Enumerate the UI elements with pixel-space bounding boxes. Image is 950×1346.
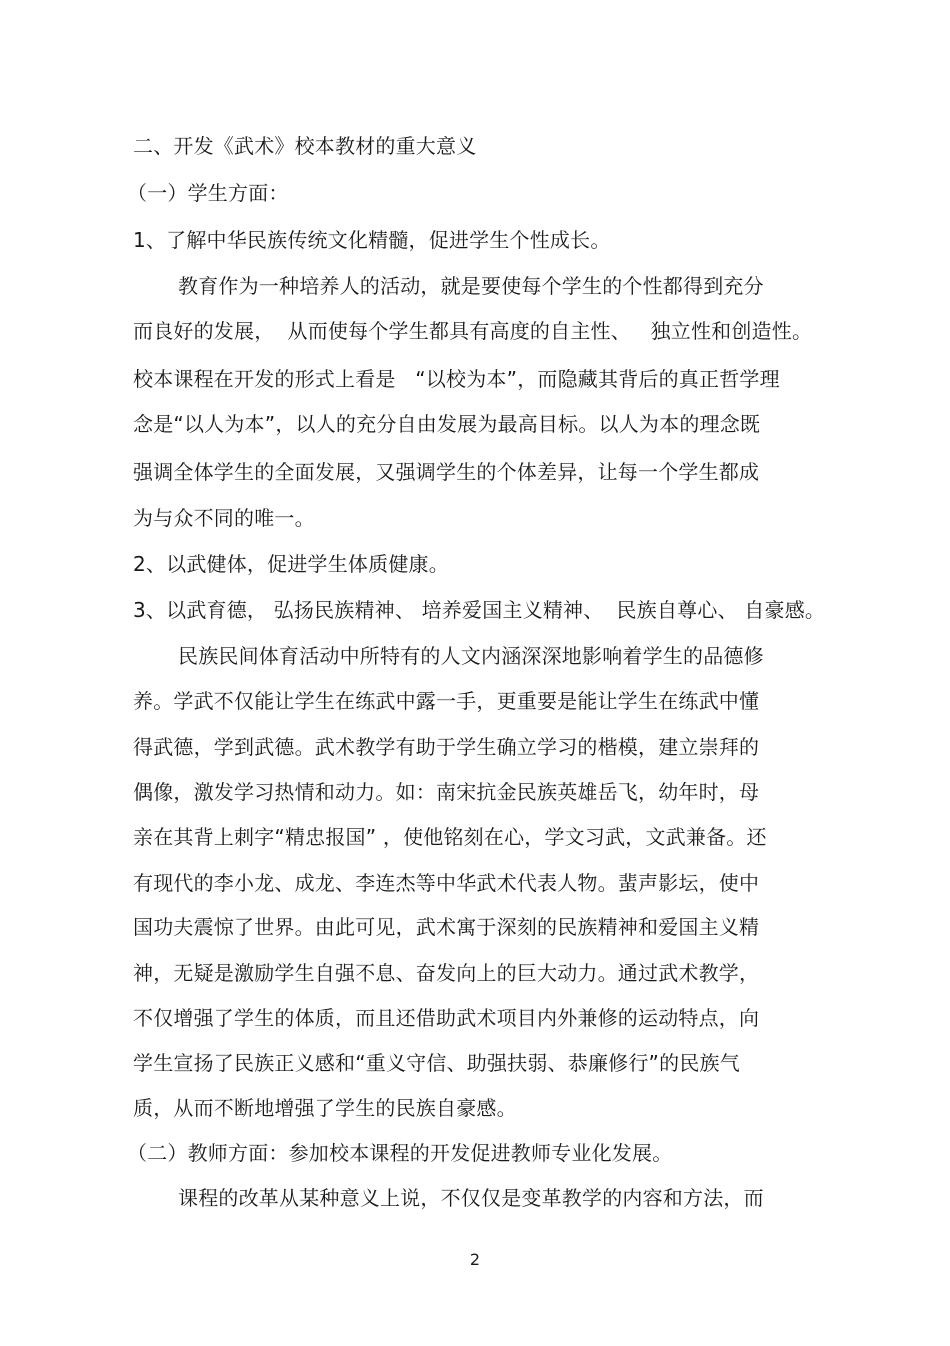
paragraph-line: 质，从而不断地增强了学生的民族自豪感。 [133, 1096, 517, 1120]
paragraph-line: 课程的改革从某种意义上说，不仅仅是变革教学的内容和方法，而 [178, 1186, 764, 1210]
subsection-heading-teachers: （二）教师方面：参加校本课程的开发促进教师专业化发展。 [127, 1141, 673, 1165]
paragraph-line: 学生宣扬了民族正义感和“重义守信、助强扶弱、恭廉修行”的民族气 [133, 1051, 740, 1075]
paragraph-line: 校本课程在开发的形式上看是 “以校为本”，而隐藏其背后的真正哲学理 [133, 367, 780, 391]
paragraph-line: 强调全体学生的全面发展，又强调学生的个体差异，让每一个学生都成 [133, 460, 760, 484]
paragraph-line: 而良好的发展， 从而使每个学生都具有高度的自主性、 独立性和创造性。 [133, 319, 813, 343]
paragraph-line: 国功夫震惊了世界。由此可见，武术寓于深刻的民族精神和爱国主义精 [133, 915, 760, 939]
paragraph-line: 有现代的李小龙、成龙、李连杰等中华武术代表人物。蜚声影坛，使中 [133, 871, 760, 895]
paragraph-line: 民族民间体育活动中所特有的人文内涵深深地影响着学生的品德修 [178, 644, 764, 668]
paragraph-line: 念是“以人为本”，以人的充分自由发展为最高目标。以人为本的理念既 [133, 412, 761, 436]
page-number: 2 [469, 1250, 481, 1269]
point-1-heading: 1、了解中华民族传统文化精髓，促进学生个性成长。 [133, 228, 611, 252]
paragraph-line: 教育作为一种培养人的活动，就是要使每个学生的个性都得到充分 [178, 274, 764, 298]
point-3-heading: 3、以武育德， 弘扬民族精神、 培养爱国主义精神、 民族自尊心、 自豪感。 [133, 598, 826, 622]
subsection-heading-students: （一）学生方面： [127, 181, 289, 205]
paragraph-line: 养。学武不仅能让学生在练武中露一手，更重要是能让学生在练武中懂 [133, 689, 760, 713]
paragraph-line: 为与众不同的唯一。 [133, 506, 315, 530]
section-heading-significance: 二、开发《武术》校本教材的重大意义 [133, 134, 477, 158]
paragraph-line: 不仅增强了学生的体质，而且还借助武术项目内外兼修的运动特点，向 [133, 1006, 760, 1030]
paragraph-line: 偶像，激发学习热情和动力。如：南宋抗金民族英雄岳飞，幼年时，母 [133, 780, 760, 804]
paragraph-line: 神，无疑是激励学生自强不息、奋发向上的巨大动力。通过武术教学， [133, 961, 760, 985]
paragraph-line: 亲在其背上刺字“精忠报国” ，使他铭刻在心，学文习武，文武兼备。还 [133, 825, 767, 849]
point-2-heading: 2、以武健体，促进学生体质健康。 [133, 552, 449, 576]
paragraph-line: 得武德，学到武德。武术教学有助于学生确立学习的楷模，建立崇拜的 [133, 735, 760, 759]
